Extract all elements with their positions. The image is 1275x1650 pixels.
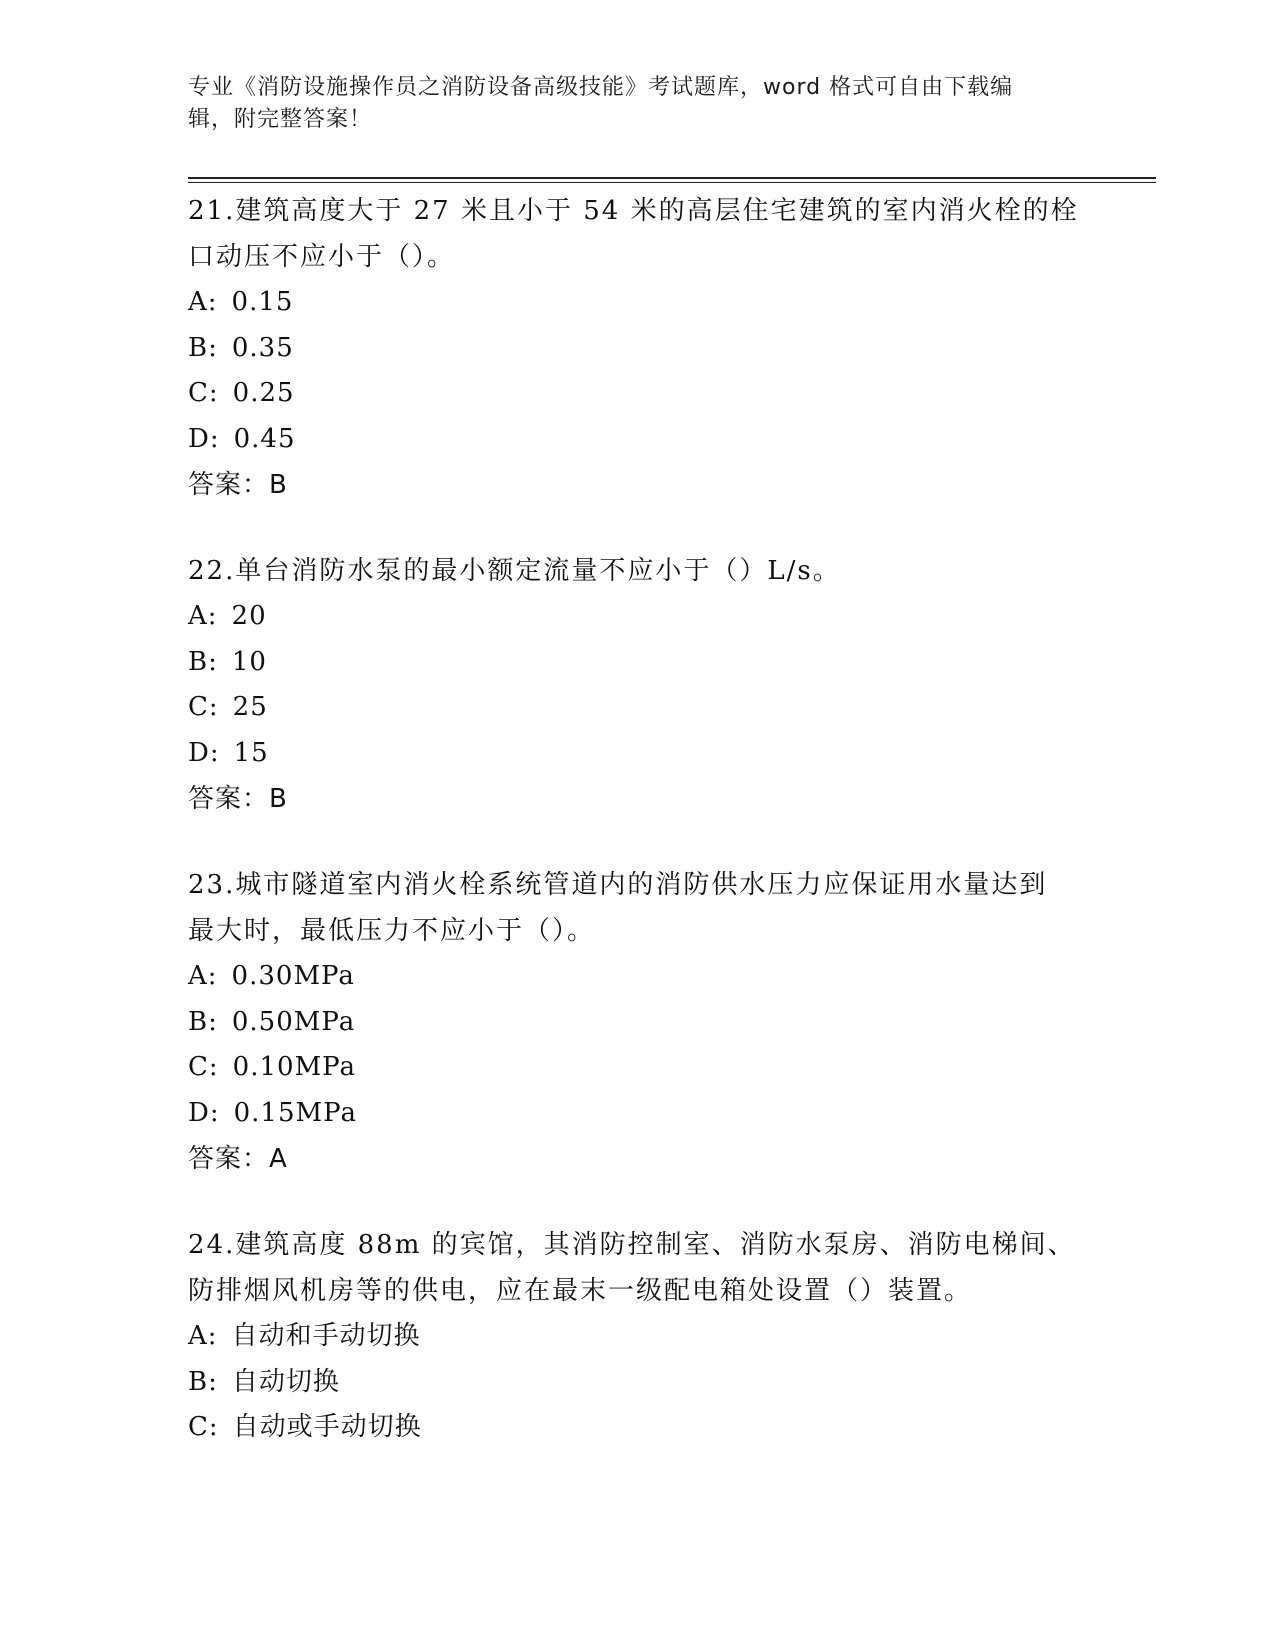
option-a: A: 0.30MPa (188, 961, 355, 991)
document-header (188, 72, 1078, 136)
option-letter: B (188, 332, 209, 363)
option-letter: C (188, 1052, 209, 1082)
option-text: 自动切换 (231, 1366, 340, 1397)
option-text: 自动或手动切换 (232, 1412, 422, 1442)
option-text: 0.45 (233, 423, 296, 454)
option-text: 0.15MPa (233, 1097, 357, 1128)
option-text: 15 (233, 737, 269, 768)
option-letter: B (188, 1366, 209, 1397)
option-c: C: 自动或手动切换 (188, 1412, 422, 1442)
option-a: A: 20 (188, 601, 267, 631)
option-text: 0.30MPa (231, 961, 355, 991)
option-letter: A (188, 287, 208, 317)
question-22 (188, 548, 1088, 822)
option-letter: A (188, 601, 208, 631)
option-letter: C (188, 692, 209, 722)
question-stem (188, 862, 1088, 954)
option-text: 0.25 (232, 378, 295, 408)
header-divider-thick (188, 177, 1156, 179)
answer-label: 答案： (188, 1144, 270, 1174)
option-letter: D (188, 1097, 210, 1128)
answer-value: B (269, 784, 288, 814)
answer-label: 答案： (188, 784, 270, 814)
option-b: B: 10 (188, 646, 267, 677)
answer-line (188, 462, 1088, 508)
header-divider-thin (188, 182, 1156, 183)
question-stem-line-2: 最大时，最低压力不应小于（）。 (188, 916, 596, 946)
question-24 (188, 1222, 1088, 1451)
question-stem-line-2: 口动压不应小于（）。 (188, 242, 456, 272)
answer-value: A (269, 1144, 288, 1174)
question-stem-line-1: 22.单台消防水泵的最小额定流量不应小于（）L/s。 (188, 556, 841, 586)
question-stem-line-1: 23.城市隧道室内消火栓系统管道内的消防供水压力应保证用水量达到 (188, 870, 1048, 900)
option-text: 0.10MPa (232, 1052, 357, 1082)
header-line-2: 辑，附完整答案！ (188, 107, 373, 132)
option-text: 0.35 (231, 332, 294, 363)
option-text: 25 (232, 692, 268, 722)
option-text: 0.50MPa (231, 1006, 356, 1037)
answer-line (188, 1136, 1088, 1182)
question-stem-line-1: 24.建筑高度 88m 的宾馆，其消防控制室、消防水泵房、消防电梯间、 (188, 1230, 1076, 1260)
header-line-1: 专业《消防设施操作员之消防设备高级技能》考试题库，word 格式可自由下载编 (188, 75, 1014, 100)
option-b: B: 0.35 (188, 332, 294, 363)
option-d: D: 15 (188, 737, 269, 768)
option-c: C: 0.25 (188, 378, 295, 408)
question-list (188, 188, 1088, 1491)
question-23 (188, 862, 1088, 1182)
option-d: D: 0.45 (188, 423, 296, 454)
option-c: C: 25 (188, 692, 268, 722)
option-letter: A (188, 1321, 208, 1351)
option-letter: D (188, 737, 210, 768)
option-b: B: 0.50MPa (188, 1006, 356, 1037)
option-text: 0.15 (231, 287, 294, 317)
answer-line (188, 776, 1088, 822)
option-d: D: 0.15MPa (188, 1097, 357, 1128)
option-a: A: 0.15 (188, 287, 294, 317)
option-b: B: 自动切换 (188, 1366, 340, 1397)
question-stem (188, 1222, 1088, 1314)
option-letter: A (188, 961, 208, 991)
option-text: 20 (231, 601, 267, 631)
question-stem (188, 548, 1088, 594)
option-letter: C (188, 378, 209, 408)
option-text: 10 (231, 646, 267, 677)
question-stem (188, 188, 1088, 280)
option-a: A: 自动和手动切换 (188, 1321, 421, 1351)
option-text: 自动和手动切换 (231, 1321, 421, 1351)
question-21 (188, 188, 1088, 508)
option-letter: D (188, 423, 210, 454)
option-letter: C (188, 1412, 209, 1442)
option-c: C: 0.10MPa (188, 1052, 357, 1082)
answer-label: 答案： (188, 470, 270, 500)
option-letter: B (188, 1006, 209, 1037)
question-stem-line-1: 21.建筑高度大于 27 米且小于 54 米的高层住宅建筑的室内消火栓的栓 (188, 196, 1079, 226)
answer-value: B (269, 470, 288, 500)
question-stem-line-2: 防排烟风机房等的供电，应在最末一级配电箱处设置（）装置。 (188, 1276, 973, 1306)
option-letter: B (188, 646, 209, 677)
